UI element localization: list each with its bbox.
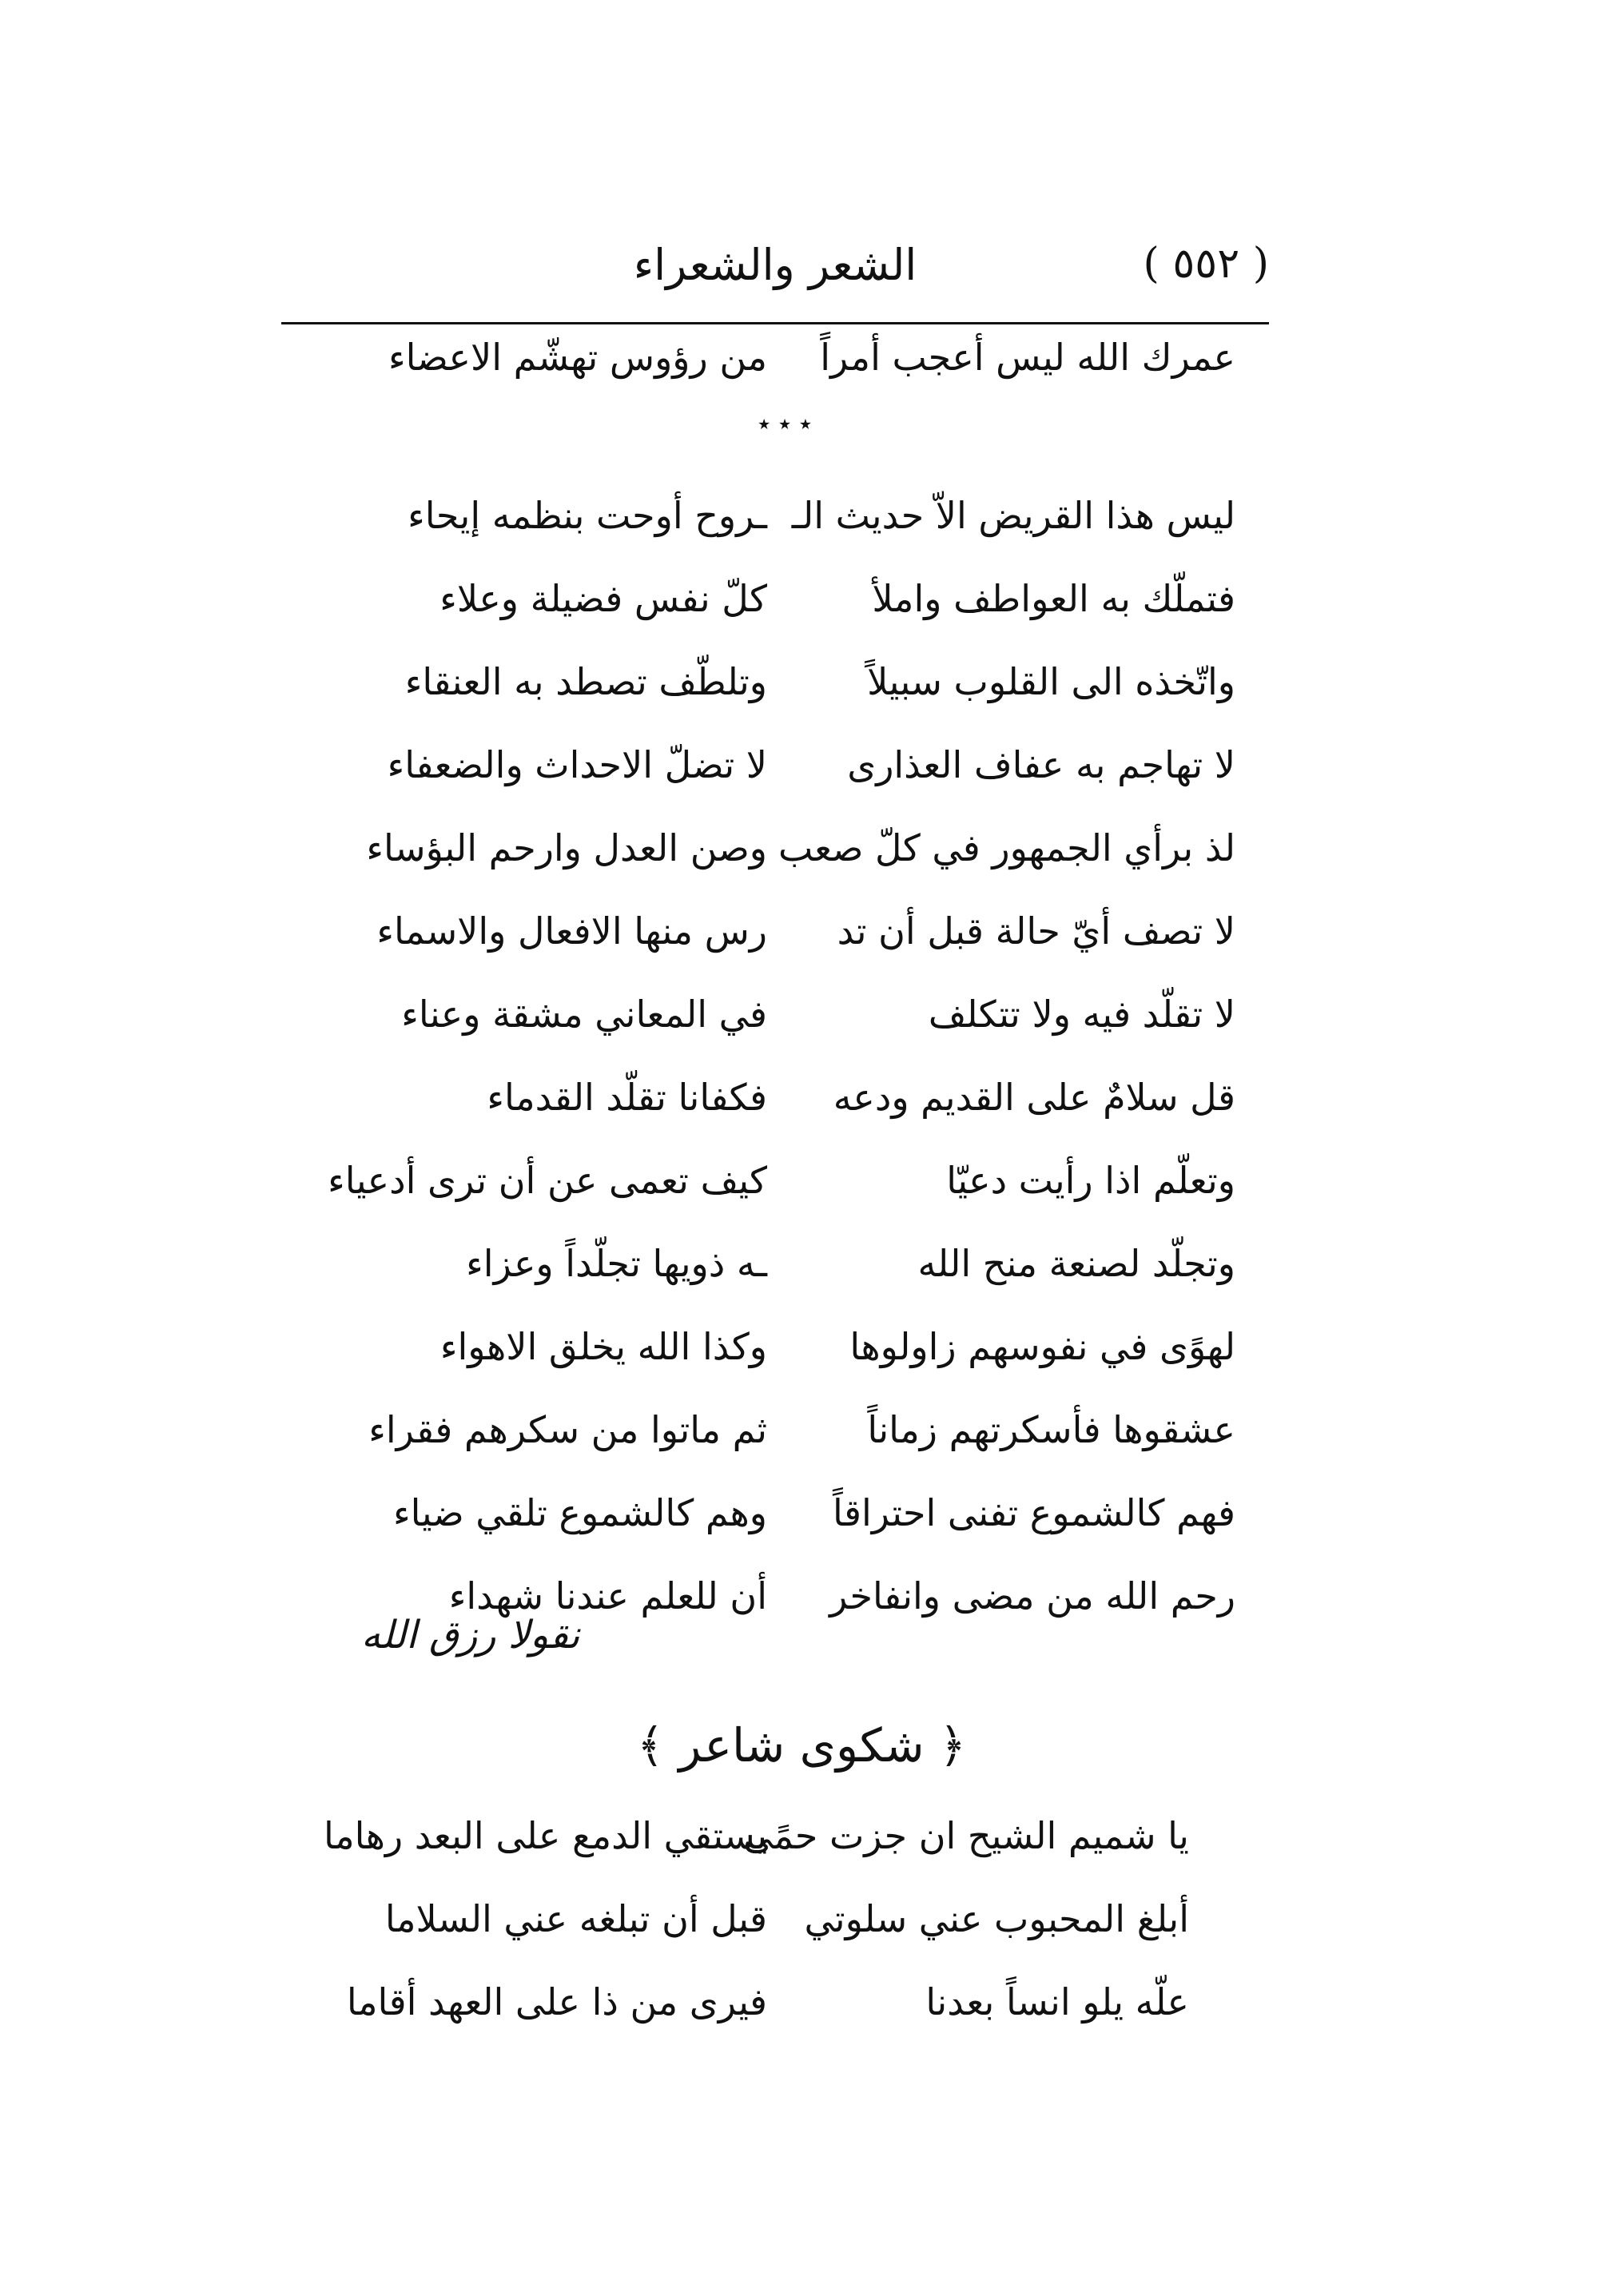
second-hemistich: لا تضلّ الاحداث والضعفاء [387,743,767,786]
second-hemistich: قبل أن تبلغه عني السلاما [384,1897,767,1940]
verse [336,826,1235,909]
first-hemistich: فهم كالشموع تفنى احتراقاً [832,1491,1235,1534]
second-hemistich: وصن العدل وارحم البؤساء [366,826,767,869]
first-hemistich: علّه يلو انساً بعدنا [925,1980,1189,2023]
verse [336,909,1235,993]
poem-bottom [323,1814,1189,2063]
first-hemistich: يا شميم الشيح ان جزت حمًى [742,1814,1189,1857]
first-hemistich: ليس هذا القريض الاّ حديث الـ [791,494,1235,537]
first-hemistich: لا تهاجم به عفاف العذارى [847,743,1235,786]
verse [336,1408,1235,1491]
second-hemistich: أن للعلم عندنا شهداء [448,1574,767,1618]
verse [336,577,1235,660]
second-hemistich: وهم كالشموع تلقي ضياء [393,1491,767,1534]
second-hemistich: كلّ نفس فضيلة وعلاء [440,577,767,620]
first-hemistich: لذ برأي الجمهور في كلّ صعب [778,826,1235,869]
verse [336,1491,1235,1574]
header-rule [281,322,1269,324]
second-hemistich: فكفانا تقلّد القدماء [487,1076,767,1119]
second-hemistich: من رؤوس تهشّم الاعضاء [388,336,767,379]
author-signature: نقولا رزق الله [361,1613,580,1657]
second-hemistich: في المعاني مشقة وعناء [401,993,767,1036]
second-hemistich: وتلطّف تصطد به العنقاء [404,660,767,703]
verse [323,1814,1189,1897]
second-hemistich: ـروح أوحت بنظمه إيحاء [408,494,767,537]
second-hemistich: فيرى من ذا على العهد أقاما [346,1980,767,2023]
first-hemistich: قل سلامٌ على القديم ودعه [833,1076,1235,1119]
first-hemistich: أبلغ المحبوب عني سلوتي [804,1897,1189,1940]
verse [336,1076,1235,1159]
section-title: ﴿ شكوى شاعر ﴾ [636,1718,967,1773]
first-hemistich: فتملّك به العواطف واملأ [872,577,1235,620]
first-hemistich: وتجلّد لصنعة منح الله [917,1242,1235,1285]
verse [336,1325,1235,1408]
poem-main [328,494,1235,1657]
first-hemistich: عمرك الله ليس أعجب أمراً [820,336,1235,379]
verse [336,1242,1235,1325]
first-hemistich: لا تقلّد فيه ولا تتكلف [928,993,1235,1036]
second-hemistich: ـه ذويها تجلّداً وعزاء [466,1242,767,1285]
page-number: ( ٥٥٢ ) [1143,240,1269,288]
first-hemistich: واتّخذه الى القلوب سبيلاً [867,660,1235,703]
verse [336,993,1235,1076]
first-hemistich: عشقوها فأسكرتهم زماناً [867,1408,1235,1451]
verse [328,1159,1235,1242]
second-hemistich: وكذا الله يخلق الاهواء [440,1325,767,1368]
second-hemistich: يستقي الدمع على البعد رهاما [323,1814,767,1857]
first-hemistich: لا تصف أيّ حالة قبل أن تد [837,909,1235,953]
verse [376,1897,1189,1980]
first-hemistich: لهوًى في نفوسهم زاولوها [849,1325,1235,1368]
first-hemistich: وتعلّم اذا رأيت دعيّا [946,1159,1235,1202]
page-header [281,240,1269,304]
verse [336,743,1235,826]
second-hemistich: رس منها الافعال والاسماء [376,909,767,953]
second-hemistich: ثم ماتوا من سكرهم فقراء [368,1408,767,1451]
second-hemistich: كيف تعمى عن أن ترى أدعياء [328,1159,767,1202]
verse [336,660,1235,743]
poem-top [336,336,1235,419]
stars-separator: ٭ ٭ ٭ [758,410,813,438]
first-hemistich: رحم الله من مضى وانفاخر [829,1574,1235,1618]
verse [336,494,1235,577]
verse [346,1980,1189,2063]
running-title: الشعر والشعراء [633,240,917,290]
verse [336,336,1235,419]
